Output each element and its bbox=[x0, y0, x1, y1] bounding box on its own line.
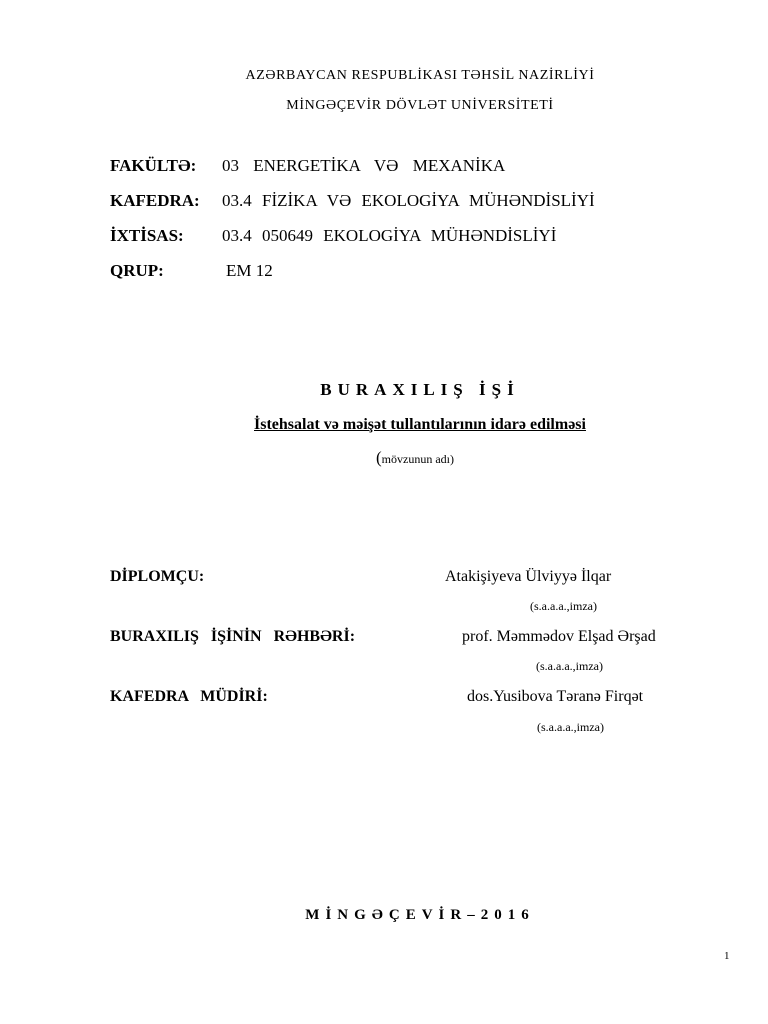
head-of-department-label: KAFEDRA MÜDİRİ: bbox=[110, 688, 268, 705]
head-of-department-hint: (s.a.a.a.,imza) bbox=[537, 720, 604, 734]
university-heading: MİNGƏÇEVİR DÖVLƏT UNİVERSİTETİ bbox=[286, 98, 554, 113]
diploma-student-hint: (s.a.a.a.,imza) bbox=[530, 599, 597, 613]
city-year: MİNGƏÇEVİR–2016 bbox=[305, 907, 535, 923]
group-label: QRUP: bbox=[110, 261, 164, 280]
specialty-value: 03.4 050649 EKOLOGİYA MÜHƏNDİSLİYİ bbox=[222, 226, 557, 245]
specialty-label: İXTİSAS: bbox=[110, 226, 184, 245]
diploma-student-name: Atakişiyeva Ülviyyə İlqar bbox=[445, 568, 612, 585]
thesis-topic: İstehsalat və məişət tullantılarının idarə edilməsi bbox=[254, 416, 586, 433]
supervisor-hint: (s.a.a.a.,imza) bbox=[536, 659, 603, 673]
group-value: EM 12 bbox=[226, 261, 273, 280]
supervisor-label: BURAXILIŞ İŞİNİN RƏHBƏRİ: bbox=[110, 628, 356, 645]
faculty-value: 03 ENERGETİKA VƏ MEXANİKA bbox=[222, 156, 506, 175]
supervisor-name: prof. Məmmədov Elşad Ərşad bbox=[462, 628, 656, 645]
head-of-department-name: dos.Yusibova Təranə Firqət bbox=[467, 688, 644, 705]
faculty-label: FAKÜLTƏ: bbox=[110, 156, 197, 175]
ministry-heading: AZƏRBAYCAN RESPUBLİKASI TƏHSİL NAZİRLİYİ bbox=[245, 68, 595, 83]
page-number: 1 bbox=[724, 950, 730, 962]
topic-note bbox=[376, 448, 454, 468]
department-label: KAFEDRA: bbox=[110, 191, 200, 210]
diploma-student-label: DİPLOMÇU: bbox=[110, 568, 205, 585]
topic-note-paren: ( bbox=[376, 448, 382, 467]
topic-note-text: mövzunun adı) bbox=[381, 452, 454, 466]
thesis-title: BURAXILIŞ İŞİ bbox=[320, 380, 520, 399]
department-value: 03.4 FİZİKA VƏ EKOLOGİYA MÜHƏNDİSLİYİ bbox=[222, 191, 595, 210]
